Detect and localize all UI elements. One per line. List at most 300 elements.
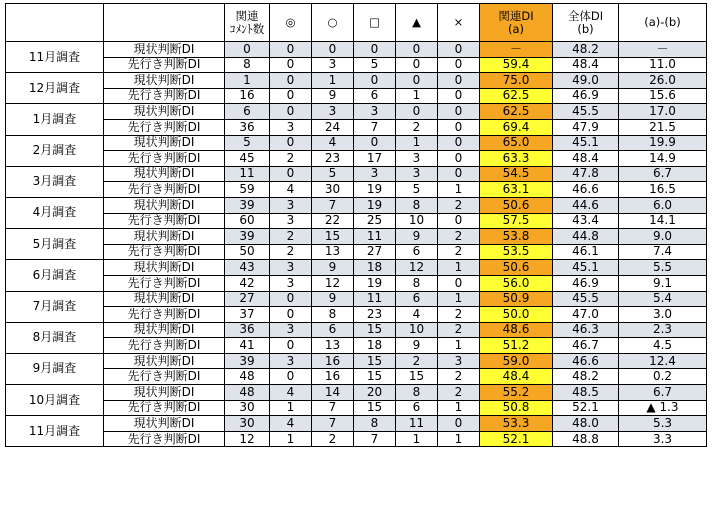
symbol-count: 8 <box>396 197 438 213</box>
symbol-count: 19 <box>354 275 396 291</box>
zentai-di-value: 48.0 <box>553 416 619 432</box>
kanren-di-value: 63.1 <box>480 182 553 198</box>
comment-count: 16 <box>225 88 270 104</box>
kanren-di-value: 69.4 <box>480 119 553 135</box>
symbol-count: 0 <box>396 73 438 89</box>
symbol-count: 1 <box>438 182 480 198</box>
symbol-count: 7 <box>354 119 396 135</box>
table-row <box>6 275 707 291</box>
diff-value: 2.3 <box>619 322 707 338</box>
symbol-count: 0 <box>438 151 480 167</box>
symbol-count: 25 <box>354 213 396 229</box>
symbol-count: 0 <box>438 119 480 135</box>
table-row <box>6 260 707 276</box>
row-label: 先行き判断DI <box>104 400 225 416</box>
comment-count: 48 <box>225 385 270 401</box>
comment-count: 5 <box>225 135 270 151</box>
symbol-count: 0 <box>396 104 438 120</box>
survey-month: 2月調査 <box>6 135 104 166</box>
comment-count: 6 <box>225 104 270 120</box>
symbol-count: 3 <box>270 260 312 276</box>
symbol-count: 2 <box>270 229 312 245</box>
symbol-count: 3 <box>270 275 312 291</box>
kanren-di-value: 62.5 <box>480 88 553 104</box>
count-header <box>225 4 270 42</box>
zentai-di-value: 45.1 <box>553 135 619 151</box>
symbol-count: 2 <box>396 353 438 369</box>
symbol-count: 0 <box>354 135 396 151</box>
diff-value: 26.0 <box>619 73 707 89</box>
symbol-count: 0 <box>438 88 480 104</box>
table-row <box>6 338 707 354</box>
symbol-count: 0 <box>270 291 312 307</box>
comment-count: 12 <box>225 431 270 447</box>
comment-count: 39 <box>225 197 270 213</box>
label-header-cell <box>104 4 225 42</box>
symbol-count: 23 <box>312 151 354 167</box>
symbol-count: 2 <box>438 244 480 260</box>
zentai-di-value: 47.8 <box>553 166 619 182</box>
table-row <box>6 400 707 416</box>
zentai-di-header-text: 全体DI (b) <box>567 8 604 36</box>
symbol-count: 0 <box>270 73 312 89</box>
symbol-count: 1 <box>438 431 480 447</box>
symbol-header-1: ◎ <box>270 4 312 42</box>
diff-value: 5.5 <box>619 260 707 276</box>
diff-value: 12.4 <box>619 353 707 369</box>
survey-month: 12月調査 <box>6 73 104 104</box>
kanren-di-value: 55.2 <box>480 385 553 401</box>
diff-value: 5.3 <box>619 416 707 432</box>
symbol-header-2: ○ <box>312 4 354 42</box>
zentai-di-value: 46.6 <box>553 182 619 198</box>
row-label: 現状判断DI <box>104 322 225 338</box>
survey-month: 9月調査 <box>6 353 104 384</box>
symbol-count: 1 <box>270 400 312 416</box>
zentai-di-value: 44.8 <box>553 229 619 245</box>
zentai-di-value: 46.7 <box>553 338 619 354</box>
symbol-count: 1 <box>396 431 438 447</box>
diff-value: ▲ 1.3 <box>619 400 707 416</box>
kanren-di-value: 57.5 <box>480 213 553 229</box>
diff-value: 21.5 <box>619 119 707 135</box>
zentai-di-value: 46.9 <box>553 88 619 104</box>
comment-count: 37 <box>225 307 270 323</box>
table-row <box>6 182 707 198</box>
symbol-count: 4 <box>312 135 354 151</box>
symbol-count: 9 <box>312 291 354 307</box>
kanren-di-value: － <box>480 42 553 58</box>
survey-month: 1月調査 <box>6 104 104 135</box>
zentai-di-value: 48.4 <box>553 57 619 73</box>
comment-count: 42 <box>225 275 270 291</box>
zentai-di-value: 46.9 <box>553 275 619 291</box>
kanren-di-value: 48.4 <box>480 369 553 385</box>
kanren-di-value: 48.6 <box>480 322 553 338</box>
row-label: 先行き判断DI <box>104 151 225 167</box>
row-label: 先行き判断DI <box>104 182 225 198</box>
symbol-count: 9 <box>396 338 438 354</box>
symbol-count: 10 <box>396 213 438 229</box>
symbol-count: 4 <box>270 385 312 401</box>
symbol-count: 15 <box>312 229 354 245</box>
symbol-count: 0 <box>438 73 480 89</box>
comment-count: 43 <box>225 260 270 276</box>
symbol-count: 0 <box>270 369 312 385</box>
di-table <box>5 3 707 447</box>
row-label: 先行き判断DI <box>104 307 225 323</box>
diff-value: 4.5 <box>619 338 707 354</box>
row-label: 現状判断DI <box>104 416 225 432</box>
zentai-di-value: 47.9 <box>553 119 619 135</box>
symbol-count: 1 <box>438 400 480 416</box>
symbol-count: 1 <box>438 260 480 276</box>
symbol-count: 30 <box>312 182 354 198</box>
diff-value: 0.2 <box>619 369 707 385</box>
comment-count: 48 <box>225 369 270 385</box>
row-label: 現状判断DI <box>104 385 225 401</box>
survey-month: 5月調査 <box>6 229 104 260</box>
zentai-di-value: 45.1 <box>553 260 619 276</box>
row-label: 現状判断DI <box>104 229 225 245</box>
symbol-count: 3 <box>270 353 312 369</box>
row-label: 現状判断DI <box>104 260 225 276</box>
symbol-count: 0 <box>270 57 312 73</box>
symbol-count: 8 <box>396 385 438 401</box>
symbol-count: 0 <box>438 275 480 291</box>
comment-count: 41 <box>225 338 270 354</box>
symbol-count: 3 <box>270 197 312 213</box>
symbol-count: 15 <box>354 400 396 416</box>
symbol-count: 3 <box>270 213 312 229</box>
kanren-di-value: 50.6 <box>480 197 553 213</box>
comment-count: 0 <box>225 42 270 58</box>
zentai-di-value: 48.8 <box>553 431 619 447</box>
symbol-count: 12 <box>312 275 354 291</box>
zentai-di-header <box>553 4 619 42</box>
diff-value: 3.3 <box>619 431 707 447</box>
symbol-count: 5 <box>354 57 396 73</box>
comment-count: 8 <box>225 57 270 73</box>
symbol-count: 14 <box>312 385 354 401</box>
symbol-count: 3 <box>270 322 312 338</box>
comment-count: 60 <box>225 213 270 229</box>
corner-cell <box>6 4 104 42</box>
table-row <box>6 151 707 167</box>
symbol-count: 20 <box>354 385 396 401</box>
comment-count: 39 <box>225 353 270 369</box>
zentai-di-value: 52.1 <box>553 400 619 416</box>
table-row <box>6 88 707 104</box>
row-label: 先行き判断DI <box>104 338 225 354</box>
symbol-count: 5 <box>396 182 438 198</box>
symbol-count: 0 <box>438 416 480 432</box>
zentai-di-value: 46.6 <box>553 353 619 369</box>
symbol-count: 12 <box>396 260 438 276</box>
symbol-count: 17 <box>354 151 396 167</box>
symbol-count: 7 <box>354 431 396 447</box>
table-row <box>6 135 707 151</box>
symbol-header-3: □ <box>354 4 396 42</box>
survey-month: 10月調査 <box>6 385 104 416</box>
symbol-count: 3 <box>312 57 354 73</box>
row-label: 先行き判断DI <box>104 369 225 385</box>
row-label: 先行き判断DI <box>104 57 225 73</box>
diff-value: 6.0 <box>619 197 707 213</box>
table-row <box>6 307 707 323</box>
comment-count: 50 <box>225 244 270 260</box>
diff-value: 16.5 <box>619 182 707 198</box>
table-row <box>6 431 707 447</box>
symbol-count: 9 <box>312 260 354 276</box>
symbol-count: 0 <box>396 42 438 58</box>
symbol-count: 0 <box>270 42 312 58</box>
symbol-count: 2 <box>438 385 480 401</box>
row-label: 現状判断DI <box>104 42 225 58</box>
symbol-count: 0 <box>270 135 312 151</box>
table-row <box>6 104 707 120</box>
symbol-count: 0 <box>270 104 312 120</box>
comment-count: 36 <box>225 119 270 135</box>
table-row <box>6 353 707 369</box>
kanren-di-value: 53.8 <box>480 229 553 245</box>
kanren-di-header-text: 関連DI (a) <box>498 8 534 36</box>
symbol-count: 24 <box>312 119 354 135</box>
survey-month: 8月調査 <box>6 322 104 353</box>
kanren-di-value: 63.3 <box>480 151 553 167</box>
table-row <box>6 119 707 135</box>
row-label: 先行き判断DI <box>104 275 225 291</box>
symbol-count: 15 <box>354 353 396 369</box>
symbol-count: 7 <box>312 400 354 416</box>
zentai-di-value: 48.2 <box>553 369 619 385</box>
row-label: 現状判断DI <box>104 353 225 369</box>
symbol-count: 4 <box>396 307 438 323</box>
symbol-count: 0 <box>354 42 396 58</box>
symbol-count: 18 <box>354 260 396 276</box>
kanren-di-value: 50.9 <box>480 291 553 307</box>
symbol-count: 13 <box>312 244 354 260</box>
symbol-count: 0 <box>270 338 312 354</box>
survey-month: 11月調査 <box>6 416 104 447</box>
diff-value: 6.7 <box>619 385 707 401</box>
kanren-di-value: 65.0 <box>480 135 553 151</box>
header-row <box>6 4 707 42</box>
diff-value: 7.4 <box>619 244 707 260</box>
zentai-di-value: 48.2 <box>553 42 619 58</box>
symbol-count: 0 <box>270 88 312 104</box>
table-row <box>6 369 707 385</box>
diff-value: 15.6 <box>619 88 707 104</box>
symbol-count: 0 <box>396 57 438 73</box>
symbol-count: 11 <box>354 291 396 307</box>
kanren-di-value: 59.0 <box>480 353 553 369</box>
comment-count: 45 <box>225 151 270 167</box>
symbol-count: 2 <box>438 229 480 245</box>
symbol-count: 8 <box>354 416 396 432</box>
survey-month: 7月調査 <box>6 291 104 322</box>
symbol-count: 3 <box>270 119 312 135</box>
symbol-count: 2 <box>270 151 312 167</box>
zentai-di-value: 49.0 <box>553 73 619 89</box>
comment-count: 1 <box>225 73 270 89</box>
zentai-di-value: 46.3 <box>553 322 619 338</box>
zentai-di-value: 46.1 <box>553 244 619 260</box>
symbol-count: 1 <box>438 291 480 307</box>
diff-value: 14.9 <box>619 151 707 167</box>
row-label: 先行き判断DI <box>104 119 225 135</box>
row-label: 現状判断DI <box>104 197 225 213</box>
comment-count: 59 <box>225 182 270 198</box>
kanren-di-value: 75.0 <box>480 73 553 89</box>
symbol-count: 16 <box>312 369 354 385</box>
row-label: 先行き判断DI <box>104 431 225 447</box>
symbol-count: 23 <box>354 307 396 323</box>
symbol-count: 7 <box>312 416 354 432</box>
symbol-count: 0 <box>312 42 354 58</box>
table-row <box>6 213 707 229</box>
symbol-count: 16 <box>312 353 354 369</box>
symbol-count: 2 <box>396 119 438 135</box>
symbol-count: 0 <box>438 57 480 73</box>
table-row <box>6 385 707 401</box>
count-header-text: 関連 ｺﾒﾝﾄ数 <box>229 8 265 36</box>
symbol-count: 3 <box>396 151 438 167</box>
symbol-count: 7 <box>312 197 354 213</box>
symbol-count: 0 <box>438 135 480 151</box>
symbol-count: 9 <box>312 88 354 104</box>
kanren-di-value: 59.4 <box>480 57 553 73</box>
kanren-di-value: 52.1 <box>480 431 553 447</box>
kanren-di-value: 50.8 <box>480 400 553 416</box>
symbol-count: 2 <box>438 197 480 213</box>
comment-count: 27 <box>225 291 270 307</box>
symbol-count: 3 <box>438 353 480 369</box>
table-row <box>6 42 707 58</box>
kanren-di-value: 62.5 <box>480 104 553 120</box>
survey-month: 11月調査 <box>6 42 104 73</box>
symbol-count: 19 <box>354 197 396 213</box>
diff-value: 19.9 <box>619 135 707 151</box>
zentai-di-value: 48.5 <box>553 385 619 401</box>
zentai-di-value: 47.0 <box>553 307 619 323</box>
diff-header: (a)-(b) <box>619 4 707 42</box>
symbol-count: 1 <box>312 73 354 89</box>
row-label: 先行き判断DI <box>104 213 225 229</box>
diff-value: 3.0 <box>619 307 707 323</box>
symbol-count: 4 <box>270 182 312 198</box>
row-label: 現状判断DI <box>104 135 225 151</box>
kanren-di-value: 54.5 <box>480 166 553 182</box>
symbol-count: 18 <box>354 338 396 354</box>
zentai-di-value: 44.6 <box>553 197 619 213</box>
symbol-count: 0 <box>438 104 480 120</box>
symbol-count: 11 <box>396 416 438 432</box>
survey-month: 4月調査 <box>6 197 104 228</box>
survey-month: 6月調査 <box>6 260 104 291</box>
row-label: 先行き判断DI <box>104 88 225 104</box>
table-row <box>6 197 707 213</box>
diff-value: 17.0 <box>619 104 707 120</box>
symbol-count: 6 <box>354 88 396 104</box>
table-body <box>6 42 707 447</box>
comment-count: 11 <box>225 166 270 182</box>
kanren-di-value: 51.2 <box>480 338 553 354</box>
symbol-count: 1 <box>396 135 438 151</box>
symbol-count: 3 <box>312 104 354 120</box>
symbol-count: 0 <box>438 213 480 229</box>
table-row <box>6 322 707 338</box>
table-row <box>6 244 707 260</box>
symbol-count: 15 <box>396 369 438 385</box>
symbol-count: 0 <box>438 166 480 182</box>
symbol-count: 6 <box>396 244 438 260</box>
symbol-count: 3 <box>396 166 438 182</box>
diff-value: － <box>619 42 707 58</box>
zentai-di-value: 48.4 <box>553 151 619 167</box>
symbol-count: 15 <box>354 322 396 338</box>
symbol-count: 6 <box>396 400 438 416</box>
symbol-count: 8 <box>312 307 354 323</box>
symbol-count: 4 <box>270 416 312 432</box>
symbol-count: 27 <box>354 244 396 260</box>
zentai-di-value: 43.4 <box>553 213 619 229</box>
symbol-count: 19 <box>354 182 396 198</box>
symbol-count: 2 <box>438 322 480 338</box>
symbol-count: 13 <box>312 338 354 354</box>
comment-count: 39 <box>225 229 270 245</box>
symbol-count: 9 <box>396 229 438 245</box>
symbol-count: 3 <box>354 166 396 182</box>
symbol-count: 0 <box>438 42 480 58</box>
symbol-count: 2 <box>438 307 480 323</box>
symbol-count: 0 <box>270 166 312 182</box>
symbol-count: 3 <box>354 104 396 120</box>
table-row <box>6 416 707 432</box>
table-row <box>6 73 707 89</box>
kanren-di-header <box>480 4 553 42</box>
symbol-count: 0 <box>270 307 312 323</box>
symbol-count: 11 <box>354 229 396 245</box>
kanren-di-value: 53.3 <box>480 416 553 432</box>
symbol-count: 1 <box>396 88 438 104</box>
symbol-count: 6 <box>312 322 354 338</box>
comment-count: 36 <box>225 322 270 338</box>
table-row <box>6 229 707 245</box>
diff-value: 14.1 <box>619 213 707 229</box>
diff-value: 6.7 <box>619 166 707 182</box>
diff-value: 5.4 <box>619 291 707 307</box>
kanren-di-value: 56.0 <box>480 275 553 291</box>
zentai-di-value: 45.5 <box>553 104 619 120</box>
symbol-header-4: ▲ <box>396 4 438 42</box>
symbol-count: 15 <box>354 369 396 385</box>
survey-month: 3月調査 <box>6 166 104 197</box>
table-row <box>6 166 707 182</box>
table-row <box>6 291 707 307</box>
row-label: 先行き判断DI <box>104 244 225 260</box>
kanren-di-value: 53.5 <box>480 244 553 260</box>
diff-value: 11.0 <box>619 57 707 73</box>
symbol-count: 10 <box>396 322 438 338</box>
symbol-count: 5 <box>312 166 354 182</box>
symbol-count: 22 <box>312 213 354 229</box>
symbol-count: 6 <box>396 291 438 307</box>
table-row <box>6 57 707 73</box>
symbol-count: 8 <box>396 275 438 291</box>
symbol-count: 2 <box>312 431 354 447</box>
row-label: 現状判断DI <box>104 166 225 182</box>
